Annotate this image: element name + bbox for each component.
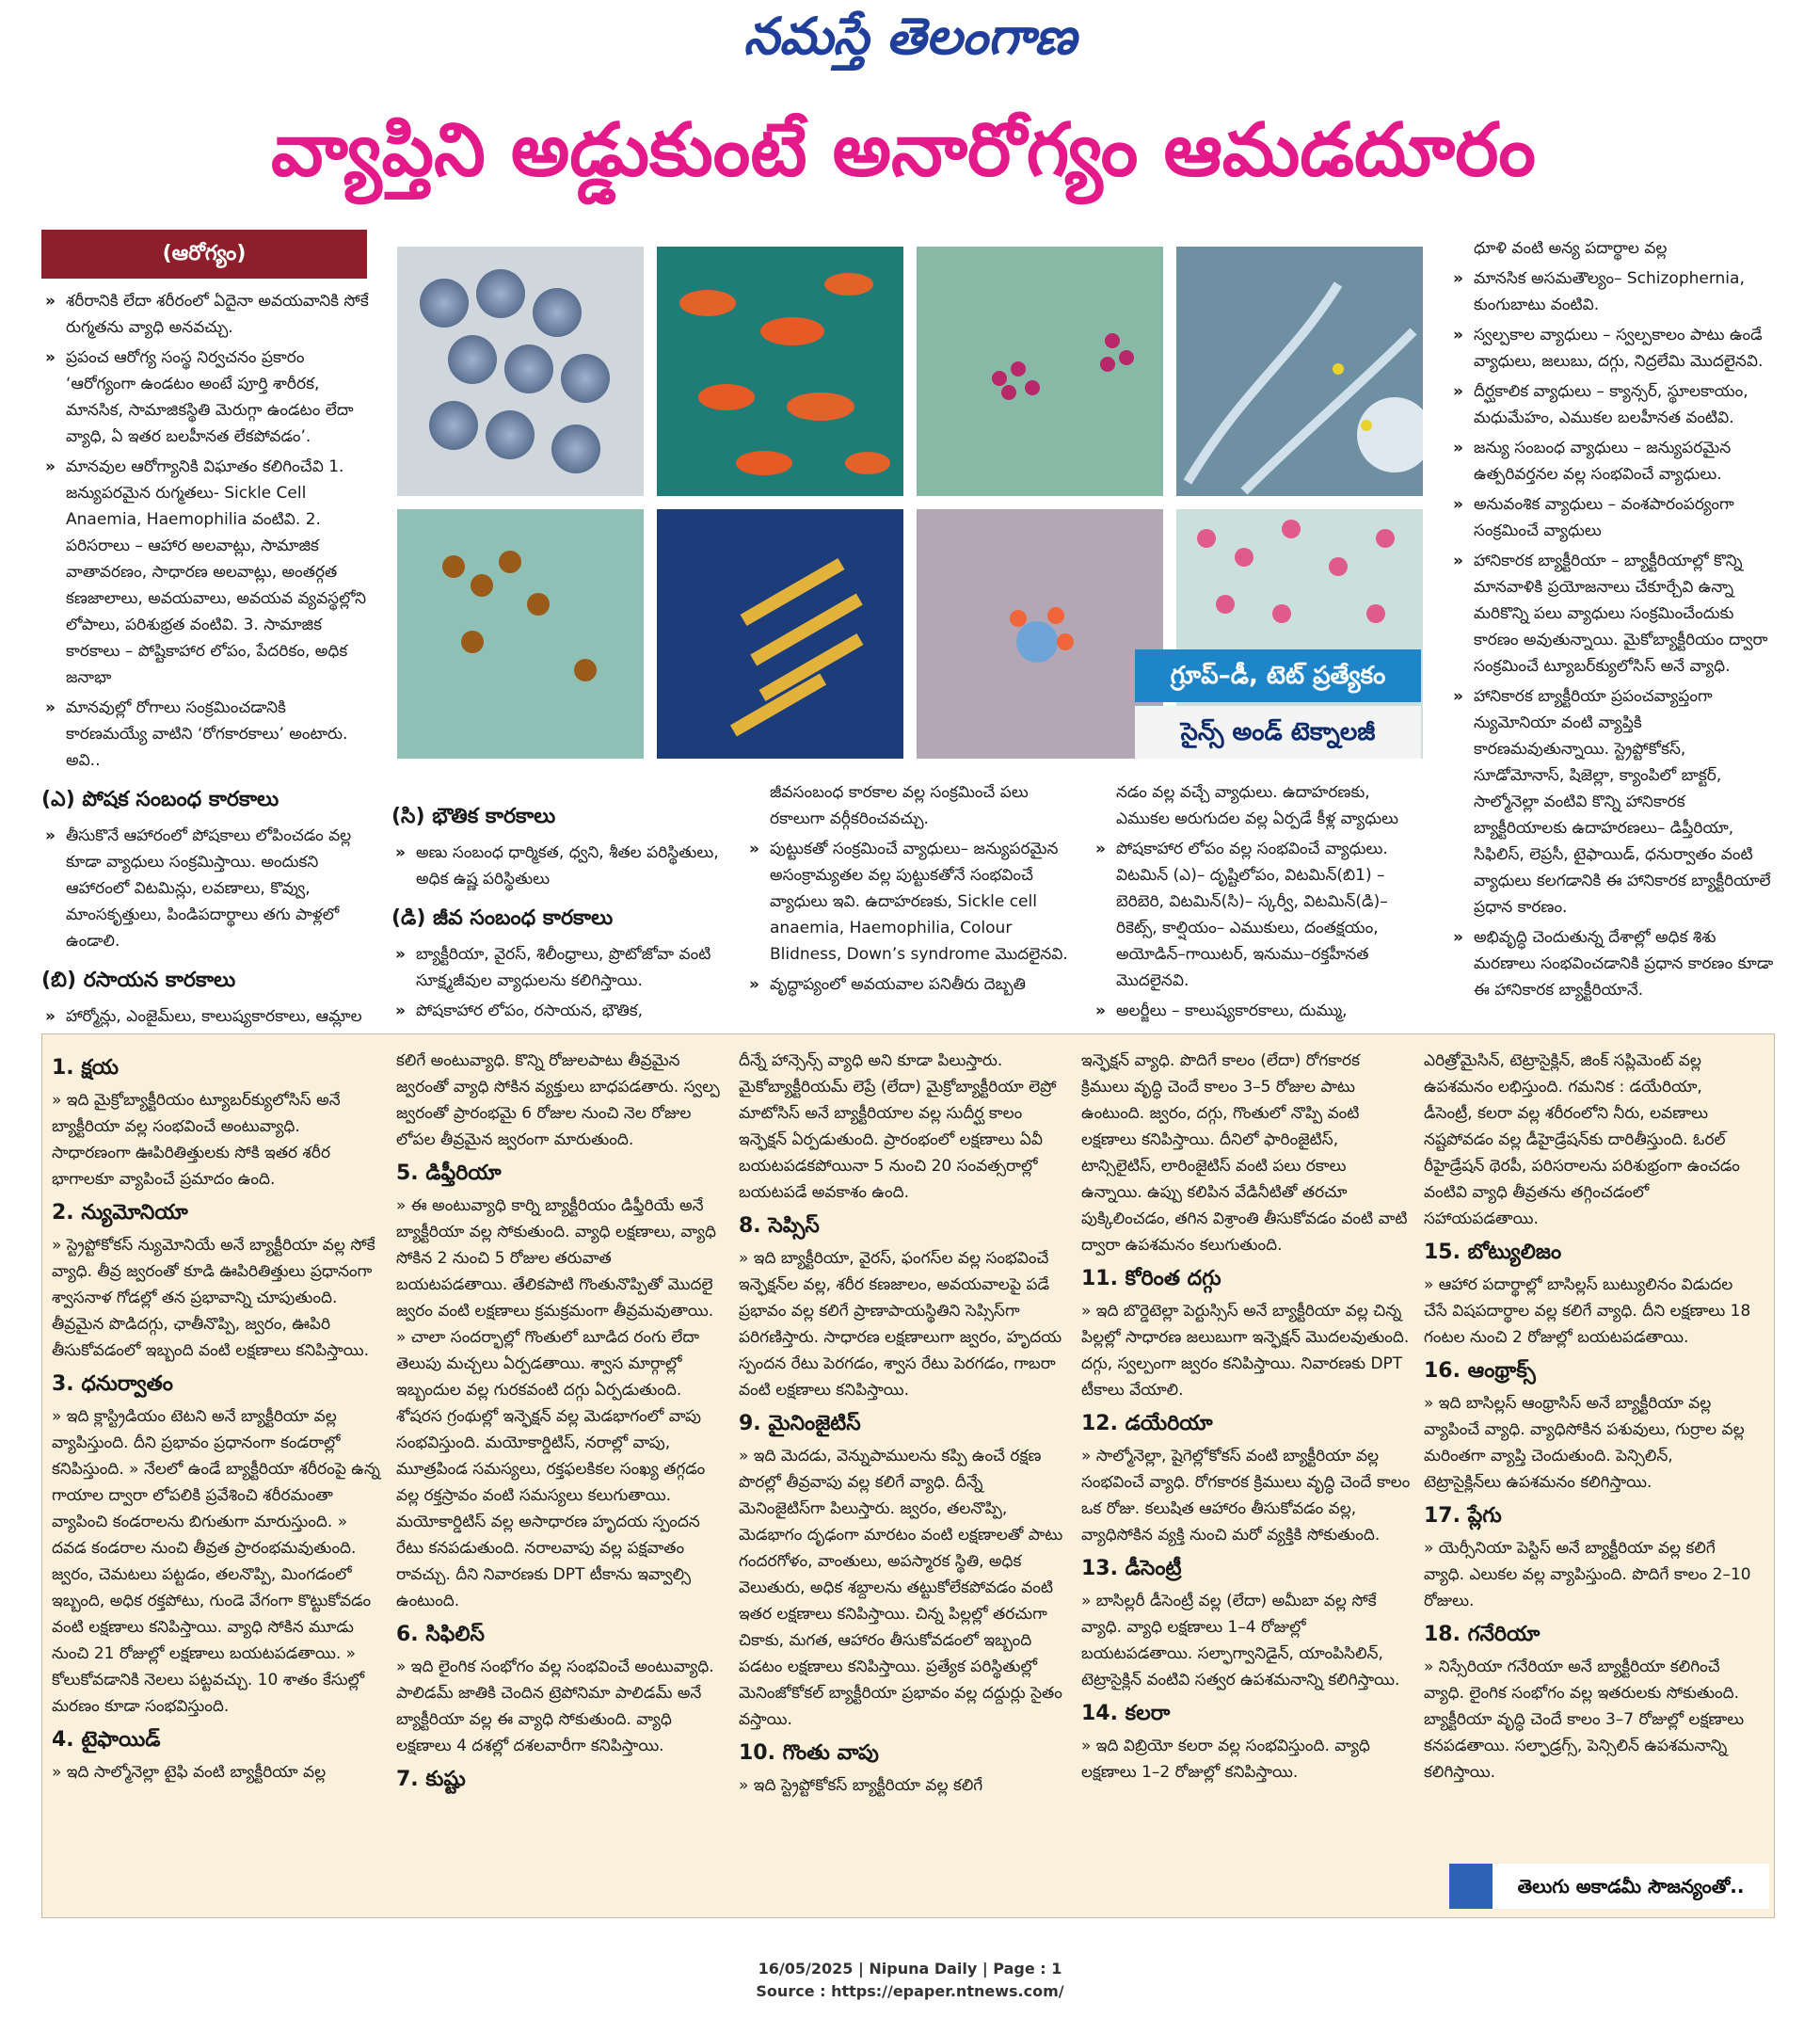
disease-heading: 11. కోరింత దగ్గు [1081, 1267, 1221, 1290]
right-bullet: » దీర్ఘకాలిక వ్యాధులు – క్యాన్సర్, స్థూలకాయం, మధుమేహం, ఎముకల బలహీనత వంటివి. [1449, 378, 1775, 431]
page-headline: వ్యాప్తిని అడ్డుకుంటే అనారోగ్యం ఆమడదూరం [271, 108, 1536, 193]
left-bullet: » ప్రపంచ ఆరోగ్య సంస్థ నిర్వచనం ప్రకారం ‘ఆరోగ్యంగా ఉండటం అంటే పూర్తి శారీరక, మానసిక, సామాజికస్థితి మెరుగ్గా ఉండటం లేదా వ్యాధి, ఏ ఇతర బలహీనత లేకపోవడం’. [41, 344, 369, 450]
subheading-c: (సి) భౌతిక కారకాలు [391, 805, 556, 828]
disease-text: » ఆహార పదార్థాల్లో బాసిల్లస్ బుట్యులినం విడుదల చేసే విషపదార్థాల వల్ల కలిగే వ్యాధి. దీని లక్షణాలు 18 గంటల నుంచి 2 రోజుల్లో బయటపడతాయి. [1424, 1275, 1751, 1347]
left-bullet: » మానవుల్లో రోగాలు సంక్రమించడానికి కారణమయ్యే వాటిని ‘రోగకారకాలు’ అంటారు. అవి.. [41, 695, 369, 774]
virus-in-cell-image-5 [397, 509, 644, 759]
disease-heading: 14. కలరా [1081, 1702, 1171, 1725]
sub-d-bullet: » బ్యాక్టీరియా, వైరస్, శిలీంధ్రాలు, ప్రొటోజోవా వంటి సూక్ష్మజీవుల వ్యాధులను కలిగిస్తాయి. [391, 941, 730, 994]
disease-list-box [41, 1033, 1775, 1918]
disease-heading: 7. కుష్టు [396, 1768, 466, 1791]
subheading-d: (డి) జీవ సంబంధ కారకాలు [391, 906, 614, 930]
filament-image-4 [1176, 247, 1423, 496]
disease-heading: 16. ఆంథ్రాక్స్ [1424, 1359, 1536, 1383]
disease-text: కలిగే అంటువ్యాధి. కొన్ని రోజులపాటు తీవ్రమైన జ్వరంతో వ్యాధి సోకిన వ్యక్తులు బాధపడతారు. స్వల్ప జ్వరంతో ప్రారంభమై 6 రోజుల నుంచి నెల రోజుల లోపల తీవ్రమైన జ్వరంగా మారుతుంది. [396, 1051, 720, 1149]
footer-date-line: 16/05/2025 | Nipuna Daily | Page : 1 [758, 1960, 1062, 1978]
disease-col-1 [52, 1048, 383, 1789]
left-bullet: » మానవుల ఆరోగ్యానికి విఘాతం కలిగించేవి 1. జన్యుపరమైన రుగ్మతలు- Sickle Cell Anaemia, Haemophilia వంటివి. 2. పరిసరాలు – ఆహార అలవాట్లు, సామాజిక వాతావరణం, సాధారణ అలవాట్లు, అంతర్గత కణజాలాలు, అవయవాలు, అవయవ వ్యవస్థల్లోని లోపాలు, పరిశుభ్రత వంటివి. 3. సామాజిక కారకాలు – పోష్టికాహార లోపం, పేదరికం, అధిక జనాభా [41, 454, 369, 691]
right-bullet: » అభివృద్ధి చెందుతున్న దేశాల్లో అధిక శిశు మరణాలు సంభవించడానికి ప్రధాన కారణం కూడా ఈ హానికారక బ్యాక్టీరియానే. [1449, 924, 1775, 1003]
credit-text: తెలుగు అకాడమీ సౌజన్యంతో.. [1493, 1864, 1769, 1909]
right-bullet: » హానికారక బ్యాక్టీరియా – బ్యాక్టీరియాల్లో కొన్ని మానవాళికి ప్రయోజనాలు చేకూర్చేవి ఉన్నా మరికొన్ని పలు వ్యాధులు సంక్రమించేందుకు కారణం అవుతున్నాయి. మైకోబ్యాక్టీరియం ద్వారా సంక్రమించే ట్యూబర్‌క్యులోసిస్ అనే వ్యాధి. [1449, 548, 1775, 680]
right-bullet: » హానికారక బ్యాక్టీరియా ప్రపంచవ్యాప్తంగా న్యుమోనియా వంటి వ్యాప్తికి కారణమవుతున్నాయి. స్ట్రెప్టోకోకస్, సూడోమోనాస్, షిజెల్లా, క్యాంపిలో బాక్టర్, సాల్మోనెల్లా వంటివి కొన్ని హానికారక బ్యాక్టీరియాలకు ఉదాహరణలు– డిప్తీరియా, సిఫిలిస్, లెప్రసీ, టైఫాయిడ్, ధనుర్వాతం వంటి వ్యాధులు కలగడానికి ఈ హానికారక బ్యాక్టీరియాలే ప్రధాన కారణం. [1449, 683, 1775, 921]
right-top-text: ధూళి వంటి అన్య పదార్థాల వల్ల [1474, 239, 1668, 258]
disease-heading: 13. డీసెంట్రీ [1081, 1557, 1182, 1580]
disease-text: » నిస్సేరియా గనేరియా అనే బ్యాక్టీరియా కలిగించే వ్యాధి. లైంగిక సంభోగం వల్ల ఇతరులకు సోకుతుంది. బ్యాక్టీరియా వృద్ధి చెందే కాలం 3–7 రోజుల్లో లక్షణాలు కనపడతాయి. సల్ఫాడ్రగ్స్, పెన్సిలిన్ ఉపశమనాన్ని కలిగిస్తాయి. [1424, 1658, 1745, 1782]
bacteria-image-2 [657, 247, 903, 496]
disease-text: » ఇది స్ట్రెప్టోకోకస్ బ్యాక్టీరియా వల్ల కలిగే [739, 1776, 983, 1795]
disease-text: దీన్నే హాన్సెన్స్ వ్యాధి అని కూడా పిలుస్తారు. మైకోబ్యాక్టీరియమ్ లెప్రే (లేదా) మైక్రోబ్యాక్టీరియా లెప్రో మాటోసిస్ అనే బ్యాక్టీరియాల వల్ల సుదీర్ఘ కాలం ఇన్ఫెక్షన్ ఏర్పడుతుంది. ప్రారంభంలో లక్షణాలు ఏవీ బయటపడకపోయినా 5 నుంచి 20 సంవత్సరాల్లో బయటపడే అవకాశం ఉంది. [739, 1051, 1057, 1202]
disease-text: » ఇది మెదడు, వెన్నుపాములను కప్పి ఉంచే రక్షణ పొరల్లో తీవ్రవాపు వల్ల కలిగే వ్యాధి. దీన్నే మెనింజైటిస్‌గా పిలుస్తారు. జ్వరం, తలనొప్పి, మెడభాగం దృఢంగా మారటం వంటి లక్షణాలతో పాటు గందరగోళం, వాంతులు, అపస్మారక స్థితి, అధిక వెలుతురు, అధిక శబ్దాలను తట్టుకోలేకపోవడం వంటి ఇతర లక్షణాలు కనిపిస్తాయి. చిన్న పిల్లల్లో తరచుగా చికాకు, మగత, ఆహారం తీసుకోవడంలో ఇబ్బంది పడటం లక్షణాలు కనిపిస్తాయి. ప్రత్యేక పరిస్థితుల్లో మెనింజోకోకల్ బ్యాక్టీరియా ప్రభావం వల్ల దద్దుర్లు సైతం వస్తాయి. [739, 1447, 1063, 1729]
disease-text: » బాసిల్లరీ డీసెంట్రీ వల్ల (లేదా) అమీబా వల్ల సోకే వ్యాధి. వ్యాధి లక్షణాలు 1–4 రోజుల్లో బయటపడతాయి. సల్ఫాగ్వానిడైన్, యాంపిసిలిన్, టెట్రాసైక్లిన్ వంటివి సత్వర ఉపశమనాన్ని కలిగిస్తాయి. [1081, 1592, 1400, 1690]
disease-text: » ఇది బాసిల్లస్ ఆంథ్రాసిస్ అనే బ్యాక్టీరియా వల్ల వ్యాపించే వ్యాధి. వ్యాధిసోకిన పశువులు, గుర్రాల వల్ల మరింతగా వ్యాప్తి చెందుతుంది. పెన్సిలిన్, టెట్రాసైక్లిన్‌లు ఉపశమనం కలిగిస్తాయి. [1424, 1394, 1745, 1492]
disease-heading: 8. సెప్సిస్ [739, 1214, 820, 1238]
disease-text: » సాల్మోనెల్లా, షైగెల్లోకోకస్ వంటి బ్యాక్టీరియా వల్ల సంభవించే వ్యాధి. రోగకారక క్రిములు వృద్ధి చెందే కాలం ఒక రోజు. కలుషిత ఆహారం తీసుకోవడం వల్ల, వ్యాధిసోకిన వ్యక్తి నుంచి మరో వ్యక్తికి సోకుతుంది. [1081, 1447, 1411, 1545]
disease-heading: 4. టైఫాయిడ్ [52, 1728, 161, 1752]
col3-bullet: » వృద్ధాప్యంలో అవయవాల పనితీరు దెబ్బతి [745, 971, 1071, 998]
mid-column-1 [391, 791, 730, 1028]
subheading-a: (ఎ) పోషక సంబంధ కారకాలు [41, 788, 279, 811]
disease-text: » ఇది సాల్మోనెల్లా టైఫి వంటి బ్యాక్టీరియా వల్ల [52, 1763, 327, 1782]
disease-text: » ఇది లైంగిక సంభోగం వల్ల సంభవించే అంటువ్యాధి. పాలిడమ్ జాతికి చెందిన ట్రెపోనిమా పాలిడమ్ అనే బ్యాక్టీరియా వల్ల ఈ వ్యాధి సోకుతుంది. వ్యాధి లక్షణాలు 4 దశల్లో దశలవారీగా కనిపిస్తాయి. [396, 1658, 714, 1755]
sub-c-text: » అణు సంబంధ ధార్మికత, ధ్వని, శీతల పరిస్థితులు, అధిక ఉష్ణ పరిస్థితులు [391, 840, 730, 892]
disease-heading: 5. డిఫ్తీరియా [396, 1161, 502, 1185]
disease-col-3 [739, 1048, 1068, 1802]
sub-b-text: » హార్మోన్లు, ఎంజైమ్‌లు, కాలుష్యకారకాలు, ఆమ్లాల [41, 1003, 369, 1056]
right-bullet: » అనువంశిక వ్యాధులు – వంశపారంపర్యంగా సంక్రమించే వ్యాధులు [1449, 491, 1775, 544]
subheading-b: (బి) రసాయన కారకాలు [41, 969, 236, 992]
footer-source-link[interactable]: Source : https://epaper.ntnews.com/ [756, 1982, 1064, 2000]
mid-column-2 [745, 779, 1071, 1001]
disease-col-5 [1424, 1048, 1753, 1789]
disease-heading: 2. న్యుమోనియా [52, 1201, 188, 1225]
disease-heading: 15. బోట్యులిజం [1424, 1241, 1562, 1264]
sub-d-bullet: » పోషకాహార లోపం, రసాయన, భౌతిక, [391, 998, 730, 1024]
right-bullet: » మానసిక అసమతౌల్యం– Schizophernia, కుంగుబాటు వంటివి. [1449, 265, 1775, 318]
right-column [1449, 235, 1775, 1007]
disease-text: » ఇది విబ్రియో కలరా వల్ల సంభవిస్తుంది. వ్యాధి లక్షణాలు 1–2 రోజుల్లో కనిపిస్తాయి. [1081, 1737, 1370, 1782]
sub-a-text: » తీసుకొనే ఆహారంలో పోషకాలు లోపించడం వల్ల కూడా వ్యాధులు సంక్రమిస్తాయి. అందుకని ఆహారంలో విటమిన్లు, లవణాలు, కొవ్వు, మాంసకృత్తులు, పిండిపదార్థాలు తగు పాళ్లలో ఉండాలి. [41, 823, 369, 954]
masthead: నమస్తే తెలంగాణ [743, 6, 1077, 66]
disease-heading: 9. మైనింజైటిస్ [739, 1412, 861, 1435]
disease-col-2 [396, 1048, 726, 1799]
col4-text: నడం వల్ల వచ్చే వ్యాధులు. ఉదాహరణకు, ఎముకల అరుగుదల వల్ల ఏర్పడే కీళ్ల వ్యాధులు [1116, 783, 1399, 828]
disease-text: ఇన్ఫెక్షన్ వ్యాధి. పొదిగే కాలం (లేదా) రోగకారక క్రిములు వృద్ధి చెందే కాలం 3–5 రోజుల పాటు ఉంటుంది. జ్వరం, దగ్గు, గొంతులో నొప్పి వంటి లక్షణాలు కనిపిస్తాయి. దీనిలో ఫారింజైటిస్, టాన్సిలైటిస్, లారింజైటిస్ వంటి పలు రకాలు ఉన్నాయి. ఉప్పు కలిపిన వేడినీటితో తరచూ పుక్కిలించడం, తగిన విశ్రాంతి తీసుకోవడం వంటి వాటి ద్వారా ఉపశమనం కలుగుతుంది. [1081, 1051, 1408, 1255]
disease-col-4 [1081, 1048, 1411, 1789]
disease-text: » ఈ అంటువ్యాధి కార్ని బ్యాక్టీరియం డిఫ్తీరియే అనే బ్యాక్టీరియా వల్ల సోకుతుంది. వ్యాధి లక్షణాలు, వ్యాధి సోకిన 2 నుంచి 5 రోజుల తరువాత బయటపడతాయి. తేలికపాటి గొంతునొప్పితో మొదలై జ్వరం వంటి లక్షణాలు క్రమక్రమంగా తీవ్రమవుతాయి. » చాలా సందర్భాల్లో గొంతులో బూడిద రంగు లేదా తెలుపు మచ్చలు ఏర్పడతాయి. శ్వాస మార్గాల్లో ఇబ్బందుల వల్ల గురకవంటి దగ్గు ఏర్పడుతుంది. శోషరస గ్రంథుల్లో ఇన్ఫెక్షన్ వల్ల మెడభాగంలో వాపు సంభవిస్తుంది. మయోకార్డిటిస్, నరాల్లో వాపు, మూత్రపిండ సమస్యలు, రక్తఫలకికల సంఖ్య తగ్గడం వల్ల రక్తస్రావం వంటి సమస్యలు కలుగుతాయి. మయోకార్డిటిస్ వల్ల అసాధారణ హృదయ స్పందన రేటు కనపడుతుంది. నరాలవాపు వల్ల పక్షవాతం రావచ్చు. దీని నివారణకు DPT టీకాను ఇవ్వాల్సి ఉంటుంది. [396, 1196, 717, 1610]
disease-heading: 1. క్షయ [52, 1056, 120, 1080]
disease-text: » యెర్సీనియా పెస్టిస్ అనే బ్యాక్టీరియా వల్ల కలిగే వ్యాధి. ఎలుకల వల్ల వ్యాపిస్తుంది. పొదిగే కాలం 2–10 రోజులు. [1424, 1539, 1751, 1610]
section-tag: (ఆరోగ్యం) [41, 230, 367, 279]
right-bullet: » స్వల్పకాల వ్యాధులు – స్వల్పకాలం పాటు ఉండే వ్యాధులు, జలుబు, దగ్గు, నిద్రలేమి మొదలైనవి. [1449, 322, 1775, 375]
right-bullet: » జన్యు సంబంధ వ్యాధులు – జన్యుపరమైన ఉత్పరివర్తనల వల్ల సంభవించే వ్యాధులు. [1449, 435, 1775, 488]
col3-bullet: » పుట్టుకతో సంక్రమించే వ్యాధులు– జన్యుపరమైన అసంక్రామ్యతల వల్ల పుట్టుకతోనే సంభవించే వ్యాధులు ఇవి. ఉదాహరణకు, Sickle cell anaemia, Haemophilia, Colour Blidness, Down’s syndrome మొదలైనవి. [745, 836, 1071, 968]
col3-text: జీవసంబంధ కారకాల వల్ల సంక్రమించే పలు రకాలుగా వర్గీకరించవచ్చు. [770, 783, 1029, 828]
subject-label: సైన్స్ అండ్ టెక్నాలజీ [1135, 706, 1421, 759]
virus-particle-image-7 [917, 509, 1163, 759]
rod-bacteria-image-6 [657, 509, 903, 759]
col4-bullet: » అలర్జీలు – కాలుష్యకారకాలు, దుమ్ము, [1092, 998, 1417, 1024]
disease-text: » స్ట్రెప్టోకోకస్ న్యుమోనియే అనే బ్యాక్టీరియా వల్ల సోకే వ్యాధి. తీవ్ర జ్వరంతో కూడి ఊపిరితిత్తులు ప్రధానంగా శ్వాసనాళ గోడల్లో తన ప్రభావాన్ని చూపుతుంది. తీవ్రమైన పొడిదగ్గు, ఛాతీనొప్పి, జ్వరం, ఊపిరి తీసుకోవడంలో ఇబ్బంది వంటి లక్షణాలు కనిపిస్తాయి. [52, 1236, 375, 1360]
cell-virus-image-3 [917, 247, 1163, 496]
left-bullet: » శరీరానికి లేదా శరీరంలో ఏదైనా అవయవానికి సోకే రుగ్మతను వ్యాధి అనవచ్చు. [41, 288, 369, 341]
virus-image-1 [397, 247, 644, 496]
disease-text: » ఇది మైక్రోబ్యాక్టీరియం ట్యూబర్‌క్యులోసిస్ అనే బ్యాక్టీరియా వల్ల సంభవించే అంటువ్యాధి. సాధారణంగా ఊపిరితిత్తులకు సోకి ఇతర శరీర భాగాలకూ వ్యాపించే ప్రమాదం ఉంది. [52, 1091, 341, 1189]
disease-heading: 12. డయేరియా [1081, 1412, 1213, 1435]
disease-heading: 6. సిఫిలిస్ [396, 1623, 485, 1646]
left-column [41, 288, 369, 1060]
disease-text: » ఇది బొర్డెటెల్లా పెర్టుస్సిస్ అనే బ్యాక్టీరియా వల్ల చిన్న పిల్లల్లో సాధారణ జలుబుగా ఇన్ఫెక్షన్ మొదలవుతుంది. దగ్గు, స్వల్పంగా జ్వరం కనిపిస్తాయి. నివారణకు DPT టీకాలు వేయాలి. [1081, 1302, 1410, 1400]
disease-text: » ఇది బ్యాక్టీరియా, వైరస్, ఫంగస్‌ల వల్ల సంభవించే ఇన్ఫెక్షన్‌ల వల్ల, శరీర కణజాలం, అవయవాలపై పడే ప్రభావం వల్ల కలిగే ప్రాణాపాయస్థితిని సెప్సిస్‌గా పరిగణిస్తారు. సాధారణ లక్షణాలుగా జ్వరం, హృదయ స్పందన రేటు పెరగడం, శ్వాస రేటు పెరగడం, గాబరా వంటి లక్షణాలు కనిపిస్తాయి. [739, 1249, 1062, 1400]
disease-heading: 10. గొంతు వాపు [739, 1741, 879, 1765]
credit-box [1449, 1864, 1769, 1909]
mid-column-3 [1092, 779, 1417, 1028]
disease-heading: 18. గనేరియా [1424, 1623, 1541, 1646]
disease-heading: 3. ధనుర్వాతం [52, 1372, 173, 1396]
disease-heading: 17. ప్లేగు [1424, 1504, 1502, 1528]
disease-text: ఎరిత్రోమైసిన్, టెట్రాసైక్లిన్, జింక్ సప్లిమెంట్ వల్ల ఉపశమనం లభిస్తుంది. గమనిక : డయేరియా, డీసెంట్రీ, కలరా వల్ల శరీరంలోని నీరు, లవణాలు నష్టపోవడం వల్ల డీహైడ్రేషన్‌కు దారితీస్తుంది. ఓరల్ రీహైడ్రేషన్ థెరపీ, పరిసరాలను పరిశుభ్రంగా ఉంచడం వంటివి వ్యాధి తీవ్రతను తగ్గించడంలో సహాయపడతాయి. [1424, 1051, 1740, 1228]
col4-bullet: » పోషకాహార లోపం వల్ల సంభవించే వ్యాధులు. విటమిన్ (ఎ)– దృష్టిలోపం, విటమిన్(బి1) – బెరిబెరి, విటమిన్(సి)– స్కర్వీ, విటమిన్(డి)– రికెట్స్, కాల్షియం– ఎముకులు, దంతక్షయం, అయోడిన్–గాయిటర్, ఇనుము–రక్తహీనత మొదలైనవి. [1092, 836, 1417, 994]
group-label: గ్రూప్–డీ, టెట్ ప్రత్యేకం [1135, 649, 1421, 702]
disease-text: » ఇది క్లాస్ట్రిడియం టెటని అనే బ్యాక్టీరియా వల్ల వ్యాపిస్తుంది. దీని ప్రభావం ప్రధానంగా కండరాల్లో కనిపిస్తుంది. » నేలలో ఉండే బ్యాక్టీరియా శరీరంపై ఉన్న గాయాల ద్వారా లోపలికి ప్రవేశించి శరీరమంతా వ్యాపించి కండరాలను బిగుతుగా మారుస్తుంది. » దవడ కండరాల నుంచి తీవ్రత ప్రారంభమవుతుంది. జ్వరం, చెమటలు పట్టడం, తలనొప్పి, మింగడంలో ఇబ్బంది, అధిక రక్తపోటు, గుండె వేగంగా కొట్టుకోవడం వంటి లక్షణాలు కనిపిస్తాయి. వ్యాధి సోకిన మూడు నుంచి 21 రోజుల్లో లక్షణాలు బయటపడతాయి. » కోలుకోవడానికి నెలలు పట్టవచ్చు. 10 శాతం కేసుల్లో మరణం కూడా సంభవిస్తుంది. [52, 1407, 380, 1716]
